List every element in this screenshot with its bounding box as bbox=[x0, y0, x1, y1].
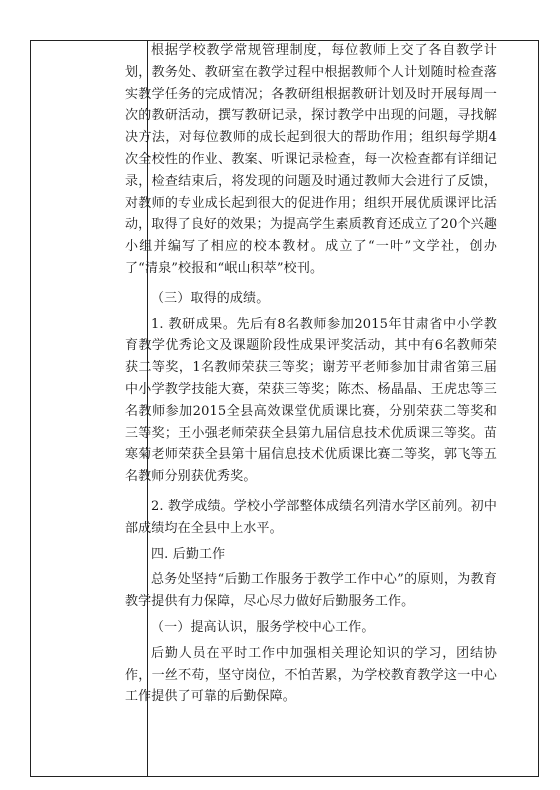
paragraph-research-results: 1. 教研成果。先后有8名教师参加2015年甘肃省中小学教育教学优秀论文及课题阶段性成果评奖活动，其中有6名教师荣获二等奖，1名教师荣获三等奖；谢芳平老师参加甘肃省第三届中小学教学技能大赛，荣获三等奖；陈杰、杨晶晶、王虎忠等三名教师参加2015全县高效课堂优质课比赛，分别荣获二等奖和三等奖；王小强老师荣获全县第九届信息技术优质课三等奖。苗寒菊老师荣获全县第十届信息技术优质课比赛二等奖，郭飞等五名教师分别获优秀奖。 bbox=[125, 316, 497, 485]
paragraph-teaching-management: 根据学校教学常规管理制度，每位教师上交了各自教学计划，教务处、教研室在教学过程中根据教师个人计划随时检查落实教学任务的完成情况；各教研组根据教研计划及时开展每周一次的教研活动，撰写教研记录，探讨教学中出现的问题，寻找解决方法，对每位教师的成长起到很大的帮助作用；组织每学期4次全校性的作业、教案、听课记录检查，每一次检查都有详细记录，检查结束后，将发现的问题及时通过教师大会进行了反馈，对教师的专业成长起到很大的促进作用；组织开展优质课评比活动，取得了良好的效果；为提高学生素质教育还成立了20个兴趣小组并编写了相应的校本教材。成立了“一叶”文学社，创办了“清泉”校报和“岷山积萃”校刊。 bbox=[125, 43, 497, 276]
paragraph-teaching-results: 2. 教学成绩。学校小学部整体成绩名列清水学区前列。初中部成绩均在全县中上水平。 bbox=[125, 498, 497, 536]
heading-improve-awareness: （一）提高认识，服务学校中心工作。 bbox=[151, 619, 375, 635]
heading-achievements: （三）取得的成绩。 bbox=[151, 290, 270, 306]
paragraph-logistics-principle: 总务处坚持“后勤工作服务于教学工作中心”的原则，为教育教学提供有力保障，尽心尽力做好后勤服务工作。 bbox=[125, 572, 497, 610]
paragraph-logistics-staff: 后勤人员在平时工作中加强相关理论知识的学习，团结协作，一丝不苟，坚守岗位，不怕苦累，为学校教育教学这一中心工作提供了可靠的后勤保障。 bbox=[125, 645, 497, 705]
heading-logistics: 四. 后勤工作 bbox=[151, 546, 226, 562]
document-body bbox=[125, 40, 497, 708]
